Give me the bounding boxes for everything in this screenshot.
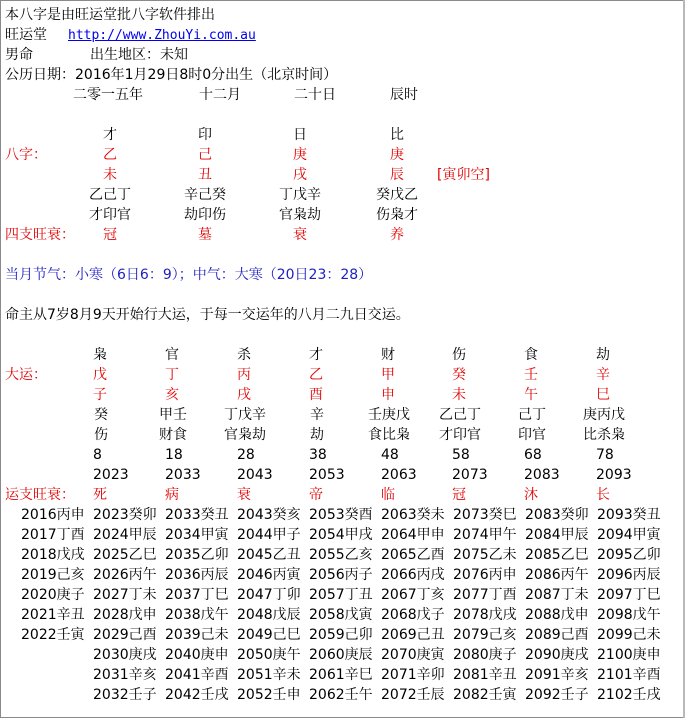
liunian-cell: 2093癸丑: [597, 507, 661, 523]
liunian-cell: 2065乙酉: [381, 547, 445, 563]
dayun-stem: 辛: [596, 367, 610, 383]
liunian-cell: 2091辛亥: [525, 667, 589, 683]
dayun-god: 才: [309, 347, 323, 363]
liunian-cell: 2032壬子: [93, 687, 157, 703]
dayun-wangshuai-label: 运支旺衰：: [5, 487, 75, 503]
dayun-hidden-gods: 伤: [94, 427, 108, 443]
liunian-cell: 2035乙卯: [165, 547, 229, 563]
pillar-hidden-gods: 伤枭才: [376, 207, 418, 223]
dayun-age: 78: [596, 447, 614, 463]
dayun-hidden-gods: 劫: [310, 427, 324, 443]
liunian-cell: 2075乙未: [453, 547, 517, 563]
liunian-cell: 2039己未: [165, 627, 229, 643]
liunian-cell: 2081辛丑: [453, 667, 517, 683]
pillar-branch: 丑: [198, 167, 212, 183]
liunian-cell: 2033癸丑: [165, 507, 229, 523]
liunian-cell: 2025乙巳: [93, 547, 157, 563]
pillar-branch: 未: [103, 167, 117, 183]
lunar-day: 二十日: [294, 87, 336, 103]
pillar-hidden-gods: 官枭劫: [279, 207, 321, 223]
dayun-stem: 丙: [237, 367, 251, 383]
liunian-cell: 2041辛酉: [165, 667, 229, 683]
dayun-hidden-gods: 食比枭: [368, 427, 410, 443]
dayun-god: 劫: [596, 347, 610, 363]
pillar-wangshuai: 衰: [293, 227, 307, 243]
pillar-shishen: 日: [293, 127, 307, 143]
pillar-hidden-stems: 癸戊乙: [376, 187, 418, 203]
liunian-cell: 2038戊午: [165, 607, 229, 623]
liunian-cell: 2072壬辰: [381, 687, 445, 703]
dayun-age: 68: [524, 447, 542, 463]
liunian-cell: 2048戊辰: [237, 607, 301, 623]
company-name: 旺运堂: [5, 27, 47, 43]
dayun-start: 命主从7岁8月9天开始行大运，于每一交运年的八月二九日交运。: [5, 307, 410, 323]
dayun-god: 枭: [93, 347, 107, 363]
liunian-cell: 2074甲午: [453, 527, 517, 543]
liunian-cell: 2024甲辰: [93, 527, 157, 543]
dayun-stem: 甲: [381, 367, 395, 383]
liunian-cell: 2044甲子: [237, 527, 301, 543]
solar-term: 当月节气：小寒（6日6：9）；中气：大寒（20日23：28）: [5, 267, 373, 283]
pillar-shishen: 印: [198, 127, 212, 143]
dayun-hidden-stems: 己丁: [518, 407, 546, 423]
liunian-cell: 2086丙午: [525, 567, 589, 583]
liunian-cell: 2026丙午: [93, 567, 157, 583]
liunian-cell: 2100庚申: [597, 647, 661, 663]
dayun-wangshuai: 病: [165, 487, 179, 503]
dayun-stem: 壬: [524, 367, 538, 383]
liunian-cell: 2088戊申: [525, 607, 589, 623]
dayun-wangshuai: 临: [381, 487, 395, 503]
liunian-cell: 2061辛巳: [309, 667, 373, 683]
liunian-cell: 2017丁酉: [21, 527, 85, 543]
liunian-cell: 2057丁丑: [309, 587, 373, 603]
liunian-cell: 2043癸亥: [237, 507, 301, 523]
dayun-branch: 巳: [596, 387, 610, 403]
liunian-cell: 2070庚寅: [381, 647, 445, 663]
liunian-cell: 2062壬午: [309, 687, 373, 703]
dayun-hidden-gods: 才印官: [439, 427, 481, 443]
liunian-cell: 2098戊午: [597, 607, 661, 623]
pillar-hidden-stems: 丁戊辛: [279, 187, 321, 203]
liunian-cell: 2067丁亥: [381, 587, 445, 603]
dayun-wangshuai: 沐: [524, 487, 538, 503]
liunian-cell: 2064甲申: [381, 527, 445, 543]
liunian-cell: 2102壬戌: [597, 687, 661, 703]
liunian-cell: 2097丁巳: [597, 587, 661, 603]
liunian-cell: 2016丙申: [21, 507, 85, 523]
pillar-wangshuai-label: 四支旺衰：: [5, 227, 75, 243]
dayun-god: 官: [165, 347, 179, 363]
dayun-age: 58: [452, 447, 470, 463]
liunian-cell: 2045乙丑: [237, 547, 301, 563]
intro-line: 本八字是由旺运堂批八字软件排出: [5, 7, 215, 23]
dayun-god: 食: [524, 347, 538, 363]
liunian-cell: 2084甲辰: [525, 527, 589, 543]
liunian-cell: 2066丙戌: [381, 567, 445, 583]
liunian-cell: 2059己卯: [309, 627, 373, 643]
liunian-cell: 2037丁巳: [165, 587, 229, 603]
dayun-hidden-gods: 财食: [159, 427, 187, 443]
dayun-year: 2073: [452, 467, 488, 483]
dayun-stem: 乙: [309, 367, 323, 383]
pillar-hidden-gods: 才印官: [89, 207, 131, 223]
dayun-hidden-stems: 丁戊辛: [224, 407, 266, 423]
liunian-cell: 2042壬戌: [165, 687, 229, 703]
dayun-age: 8: [93, 447, 102, 463]
liunian-cell: 2030庚戌: [93, 647, 157, 663]
liunian-cell: 2031辛亥: [93, 667, 157, 683]
dayun-hidden-stems: 癸: [94, 407, 108, 423]
dayun-branch: 子: [93, 387, 107, 403]
kong-note: [寅卯空]: [437, 167, 490, 183]
liunian-cell: 2019己亥: [21, 567, 85, 583]
liunian-cell: 2085乙巳: [525, 547, 589, 563]
liunian-cell: 2079己亥: [453, 627, 517, 643]
gender: 男命: [5, 47, 33, 63]
liunian-cell: 2083癸卯: [525, 507, 589, 523]
dayun-hidden-stems: 乙己丁: [439, 407, 481, 423]
liunian-cell: 2076丙申: [453, 567, 517, 583]
liunian-cell: 2020庚子: [21, 587, 85, 603]
pillar-hidden-stems: 乙己丁: [89, 187, 131, 203]
dayun-year: 2083: [524, 467, 560, 483]
liunian-cell: 2047丁卯: [237, 587, 301, 603]
dayun-branch: 酉: [309, 387, 323, 403]
dayun-wangshuai: 死: [93, 487, 107, 503]
liunian-cell: 2101辛酉: [597, 667, 661, 683]
dayun-year: 2023: [93, 467, 129, 483]
liunian-cell: 2029己酉: [93, 627, 157, 643]
liunian-cell: 2028戊申: [93, 607, 157, 623]
dayun-hidden-stems: 庚丙戊: [583, 407, 625, 423]
lunar-month: 十二月: [199, 87, 241, 103]
liunian-cell: 2068戊子: [381, 607, 445, 623]
liunian-cell: 2094甲寅: [597, 527, 661, 543]
liunian-cell: 2018戊戌: [21, 547, 85, 563]
liunian-cell: 2056丙子: [309, 567, 373, 583]
dayun-year: 2053: [309, 467, 345, 483]
pillar-branch: 辰: [390, 167, 404, 183]
dayun-hidden-stems: 辛: [310, 407, 324, 423]
dayun-wangshuai: 帝: [309, 487, 323, 503]
dayun-stem: 丁: [165, 367, 179, 383]
liunian-cell: 2055乙亥: [309, 547, 373, 563]
dayun-stem: 戊: [93, 367, 107, 383]
liunian-cell: 2089己酉: [525, 627, 589, 643]
pillar-wangshuai: 墓: [198, 227, 212, 243]
dayun-wangshuai: 长: [596, 487, 610, 503]
dayun-age: 38: [309, 447, 327, 463]
dayun-hidden-stems: 壬庚戊: [368, 407, 410, 423]
liunian-cell: 2049己巳: [237, 627, 301, 643]
dayun-hidden-gods: 比杀枭: [583, 427, 625, 443]
dayun-age: 18: [165, 447, 183, 463]
liunian-cell: 2058戊寅: [309, 607, 373, 623]
pillar-shishen: 比: [390, 127, 404, 143]
dayun-year: 2063: [381, 467, 417, 483]
dayun-age: 48: [381, 447, 399, 463]
liunian-cell: 2080庚子: [453, 647, 517, 663]
pillar-stem: 己: [198, 147, 212, 163]
liunian-cell: 2054甲戌: [309, 527, 373, 543]
birth-date: 公历日期：2016年1月29日8时0分出生（北京时间）: [5, 67, 338, 83]
liunian-cell: 2040庚申: [165, 647, 229, 663]
lunar-year: 二零一五年: [73, 87, 143, 103]
pillar-wangshuai: 冠: [103, 227, 117, 243]
pillar-hidden-stems: 辛己癸: [184, 187, 226, 203]
liunian-cell: 2022壬寅: [21, 627, 85, 643]
dayun-year: 2033: [165, 467, 201, 483]
liunian-cell: 2069己丑: [381, 627, 445, 643]
liunian-cell: 2036丙辰: [165, 567, 229, 583]
dayun-branch: 申: [381, 387, 395, 403]
liunian-cell: 2099己未: [597, 627, 661, 643]
liunian-cell: 2071辛卯: [381, 667, 445, 683]
pillar-branch: 戌: [293, 167, 307, 183]
liunian-cell: 2095乙卯: [597, 547, 661, 563]
dayun-god: 杀: [237, 347, 251, 363]
liunian-cell: 2027丁未: [93, 587, 157, 603]
liunian-cell: 2077丁酉: [453, 587, 517, 603]
dayun-year: 2093: [596, 467, 632, 483]
liunian-cell: 2023癸卯: [93, 507, 157, 523]
birthplace: 出生地区：未知: [90, 47, 188, 63]
liunian-cell: 2053癸酉: [309, 507, 373, 523]
dayun-hidden-stems: 甲壬: [159, 407, 187, 423]
pillar-hidden-gods: 劫印伤: [184, 207, 226, 223]
liunian-cell: 2034甲寅: [165, 527, 229, 543]
dayun-branch: 亥: [165, 387, 179, 403]
dayun-hidden-gods: 印官: [518, 427, 546, 443]
liunian-cell: 2073癸巳: [453, 507, 517, 523]
pillar-stem: 庚: [293, 147, 307, 163]
liunian-cell: 2096丙辰: [597, 567, 661, 583]
dayun-god: 财: [381, 347, 395, 363]
pillar-stem: 乙: [103, 147, 117, 163]
dayun-label: 大运：: [5, 367, 47, 383]
website-link[interactable]: http://www.ZhouYi.com.au: [68, 28, 256, 43]
lunar-hour: 辰时: [390, 87, 418, 103]
pillar-shishen: 才: [103, 127, 117, 143]
liunian-cell: 2046丙寅: [237, 567, 301, 583]
dayun-age: 28: [237, 447, 255, 463]
liunian-cell: 2090庚戌: [525, 647, 589, 663]
liunian-cell: 2078戊戌: [453, 607, 517, 623]
liunian-cell: 2092壬子: [525, 687, 589, 703]
pillar-wangshuai: 养: [390, 227, 404, 243]
dayun-wangshuai: 衰: [237, 487, 251, 503]
dayun-branch: 午: [524, 387, 538, 403]
liunian-cell: 2021辛丑: [21, 607, 85, 623]
dayun-year: 2043: [237, 467, 273, 483]
dayun-stem: 癸: [452, 367, 466, 383]
liunian-cell: 2087丁未: [525, 587, 589, 603]
liunian-cell: 2082壬寅: [453, 687, 517, 703]
bazi-label: 八字：: [5, 147, 47, 163]
dayun-hidden-gods: 官枭劫: [224, 427, 266, 443]
liunian-cell: 2051辛未: [237, 667, 301, 683]
dayun-god: 伤: [452, 347, 466, 363]
liunian-cell: 2060庚辰: [309, 647, 373, 663]
liunian-cell: 2050庚午: [237, 647, 301, 663]
pillar-stem: 庚: [390, 147, 404, 163]
dayun-wangshuai: 冠: [452, 487, 466, 503]
liunian-cell: 2063癸未: [381, 507, 445, 523]
liunian-cell: 2052壬申: [237, 687, 301, 703]
dayun-branch: 未: [452, 387, 466, 403]
dayun-branch: 戌: [237, 387, 251, 403]
